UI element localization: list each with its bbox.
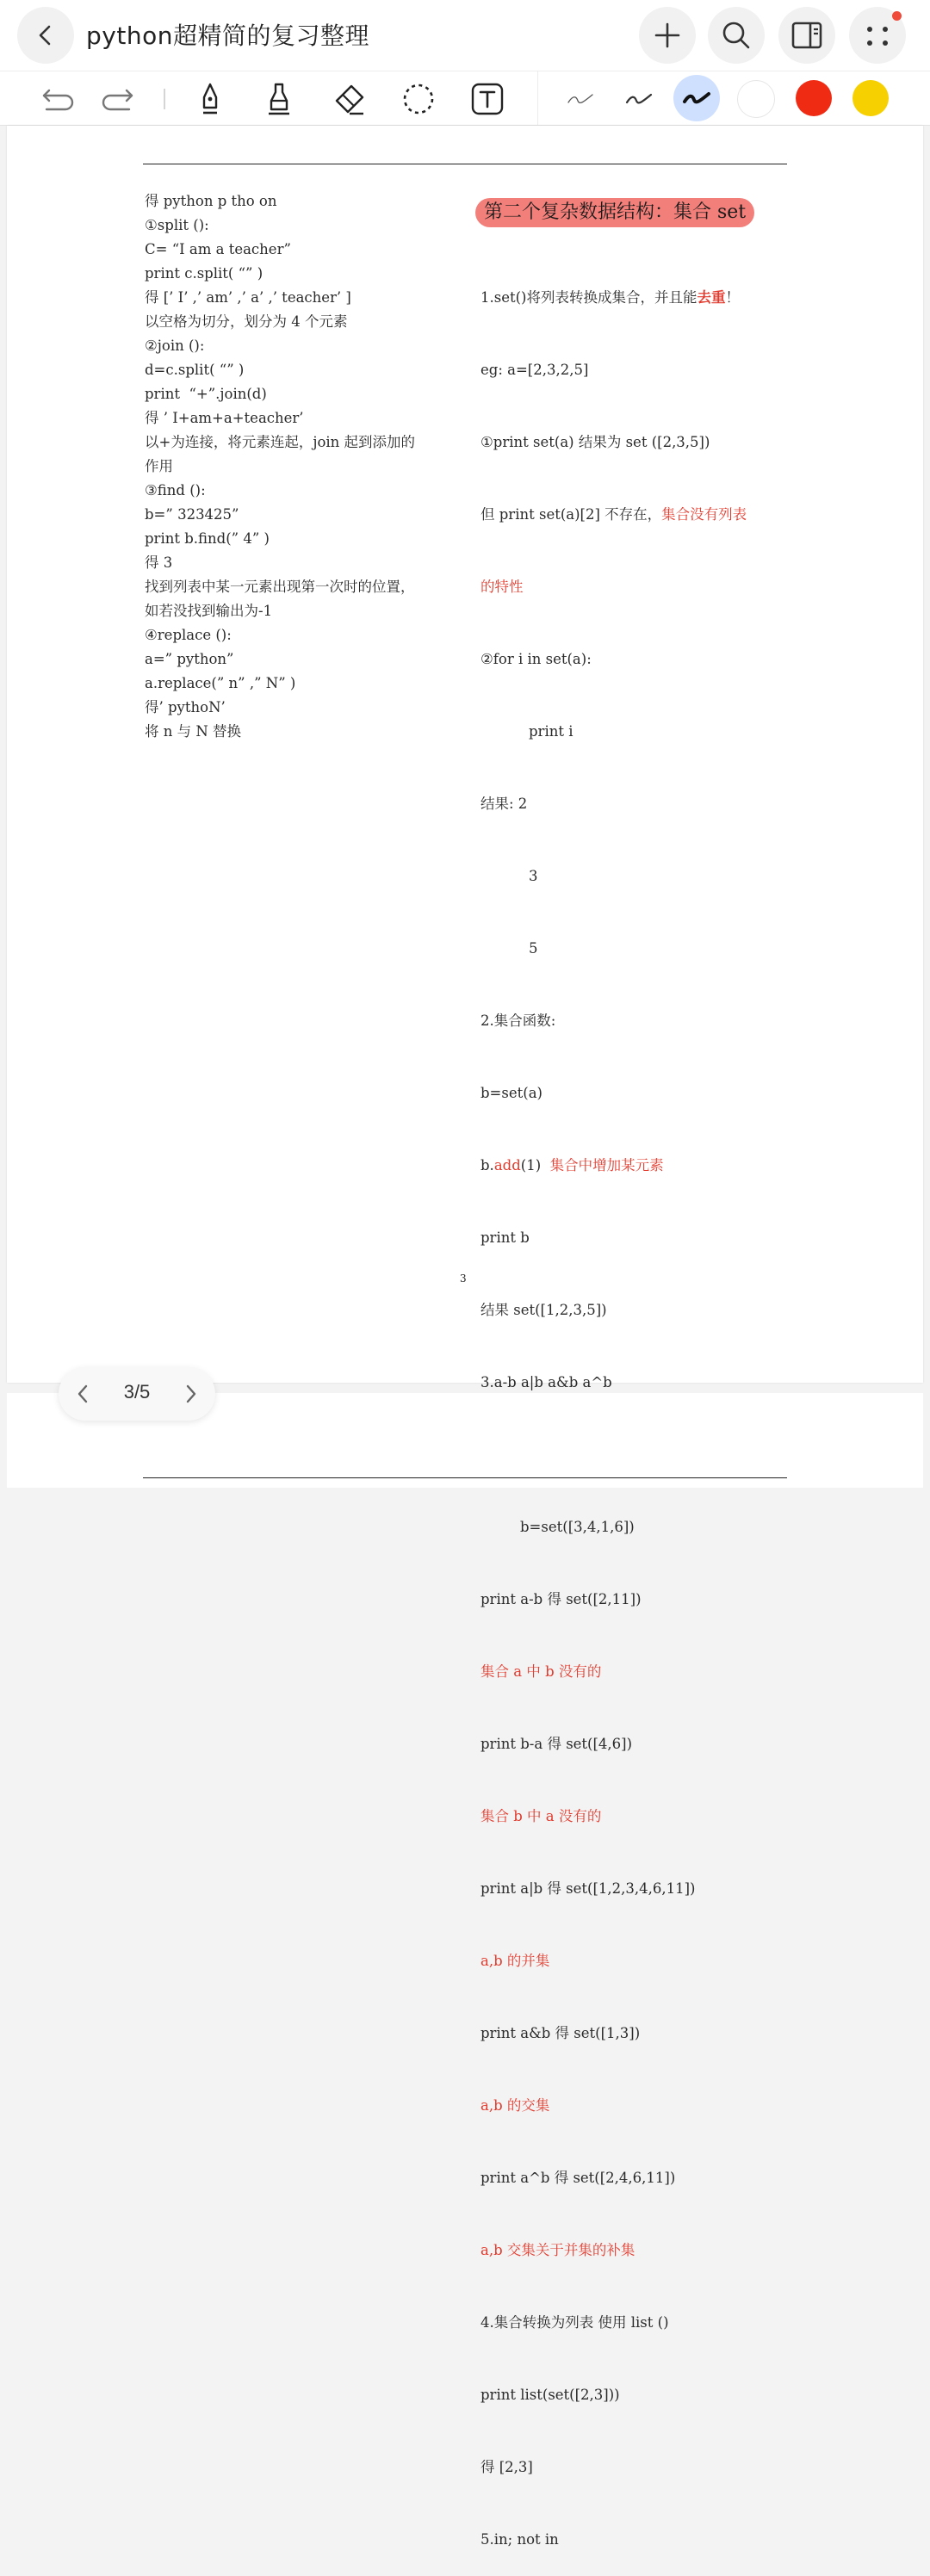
text-line: print “+”.join(d) <box>145 386 267 402</box>
back-button[interactable] <box>17 7 74 64</box>
page-navigator <box>59 1367 215 1421</box>
chevron-left-icon <box>76 1384 90 1404</box>
previous-page-button[interactable] <box>67 1378 98 1409</box>
text-line: 3 <box>529 868 538 884</box>
search-icon <box>721 20 752 51</box>
stroke-medium-button[interactable] <box>617 77 661 121</box>
chevron-right-icon <box>184 1384 198 1404</box>
page-indicator: 3/5 <box>123 1381 151 1403</box>
side-panel-button[interactable] <box>778 7 835 64</box>
search-button[interactable] <box>708 7 765 64</box>
text-line: print i <box>529 723 574 740</box>
stroke-thick-button[interactable] <box>673 75 720 121</box>
fountain-pen-icon <box>197 82 223 116</box>
side-panel-icon <box>791 22 822 49</box>
text-line: 5.in; not in <box>480 2531 559 2548</box>
text-line: 4.集合转换为列表 使用 list () <box>480 2314 669 2331</box>
text-line: print a|b 得 set([1,2,3,4,6,11]) <box>480 1880 696 1897</box>
text-line: a,b 的交集 <box>480 2097 550 2114</box>
text-line: ④replace (): <box>145 627 232 643</box>
next-page-button[interactable] <box>176 1378 207 1409</box>
text-line: 结果: 2 <box>480 796 528 812</box>
text-tool-button[interactable] <box>465 77 510 121</box>
text-box-icon <box>470 82 505 116</box>
text-line: 2.集合函数: <box>480 1012 556 1029</box>
text-line: eg: a=[2,3,2,5] <box>480 362 589 378</box>
text-line: 作用 <box>145 458 173 474</box>
next-page-top-rule <box>143 1477 787 1478</box>
text-line: 将 n 与 N 替换 <box>145 723 242 740</box>
drawing-toolbar <box>0 71 930 126</box>
text-line: 1.set()将列表转换成集合，并且能去重！ <box>480 289 740 306</box>
text-line: print b <box>480 1229 530 1246</box>
text-line: C= “I am a teacher” <box>145 241 291 257</box>
text-line: a,b 交集关于并集的补集 <box>480 2242 636 2258</box>
text-line: b=set(a) <box>480 1085 542 1101</box>
text-line: b=set([3,4,1,6]) <box>520 1519 635 1535</box>
color-swatch-yellow[interactable] <box>852 80 889 116</box>
pen-tool-button[interactable] <box>188 77 232 121</box>
redo-icon <box>100 87 134 111</box>
text-line: 以+为连接，将元素连起，join 起到添加的 <box>145 434 416 450</box>
stroke-thin-icon <box>566 90 595 108</box>
text-line: 得 [2,3] <box>480 2459 533 2475</box>
text-line: 得 python p tho on <box>145 193 277 209</box>
text-line: 得 [’ I’ ,’ am’ ,’ a’ ,’ teacher’ ] <box>145 289 351 306</box>
text-line: ②for i in set(a): <box>480 651 592 667</box>
text-line: 的特性 <box>480 579 524 595</box>
eraser-tool-button[interactable] <box>327 77 372 121</box>
text-line: print b-a 得 set([4,6]) <box>480 1736 633 1752</box>
left-column <box>145 189 415 744</box>
color-swatch-red[interactable] <box>796 80 832 116</box>
text-line: d=c.split( “” ) <box>145 362 245 378</box>
text-line: print b.find(” 4” ) <box>145 530 270 547</box>
text-line: 以空格为切分，划分为 4 个元素 <box>145 313 348 330</box>
text-line: 3.a-b a|b a&b a^b <box>480 1374 612 1390</box>
text-line: ②join (): <box>145 337 205 354</box>
text-line: 集合 b 中 a 没有的 <box>480 1808 602 1824</box>
add-button[interactable] <box>639 7 696 64</box>
text-line: b=” 323425” <box>145 506 239 523</box>
document-title: python超精简的复习整理 <box>86 22 369 50</box>
undo-icon <box>41 87 76 111</box>
highlighter-icon <box>264 82 294 116</box>
notification-dot <box>892 11 902 21</box>
text-line: a.replace(” n” ,” N” ) <box>145 675 296 691</box>
text-line: 得 3 <box>145 554 173 571</box>
text-line: print a^b 得 set([2,4,6,11]) <box>480 2170 676 2186</box>
text-line: 找到列表中某一元素出现第一次时的位置， <box>145 579 415 595</box>
eraser-icon <box>332 82 367 116</box>
text-line: ①split (): <box>145 217 209 233</box>
text-line: ①print set(a) 结果为 set ([2,3,5]) <box>480 434 710 450</box>
highlighter-tool-button[interactable] <box>257 77 301 121</box>
stroke-thin-button[interactable] <box>558 77 603 121</box>
stroke-thick-icon <box>682 90 711 107</box>
more-dots-icon <box>865 22 890 48</box>
text-line: 如若没找到输出为-1 <box>145 603 273 619</box>
text-line: a,b 的并集 <box>480 1953 550 1969</box>
top-bar <box>0 0 930 71</box>
text-line: print list(set([2,3])) <box>480 2387 620 2403</box>
text-line: 5 <box>529 940 538 957</box>
lasso-tool-button[interactable] <box>396 77 441 121</box>
text-line: b.add(1) 集合中增加某元素 <box>480 1157 664 1173</box>
text-line: print a-b 得 set([2,11]) <box>480 1591 642 1607</box>
toolbar-divider <box>537 71 538 125</box>
text-line: 得 ’ I+am+a+teacher’ <box>145 410 304 426</box>
text-line: 集合 a 中 b 没有的 <box>480 1663 602 1680</box>
undo-button[interactable] <box>36 77 81 121</box>
chevron-left-icon <box>34 24 57 46</box>
page-number: 3 <box>460 1273 467 1285</box>
lasso-icon <box>401 82 436 116</box>
text-line: print a&b 得 set([1,3]) <box>480 2025 641 2041</box>
text-line: ③find (): <box>145 482 206 498</box>
toolbar-separator <box>164 89 165 109</box>
text-line: 结果 set([1,2,3,5]) <box>480 1302 607 1318</box>
text-line: 但 print set(a)[2] 不存在，集合没有列表 <box>480 506 747 523</box>
text-line: a=” python” <box>145 651 234 667</box>
text-line: 得’ pythoN’ <box>145 699 226 715</box>
stroke-medium-icon <box>624 90 654 108</box>
text-line: print c.split( “” ) <box>145 265 264 282</box>
redo-button[interactable] <box>95 77 140 121</box>
color-swatch-white[interactable] <box>737 80 775 118</box>
plus-icon <box>653 21 682 50</box>
section-heading: 第二个复杂数据结构：集合 set <box>475 198 754 227</box>
